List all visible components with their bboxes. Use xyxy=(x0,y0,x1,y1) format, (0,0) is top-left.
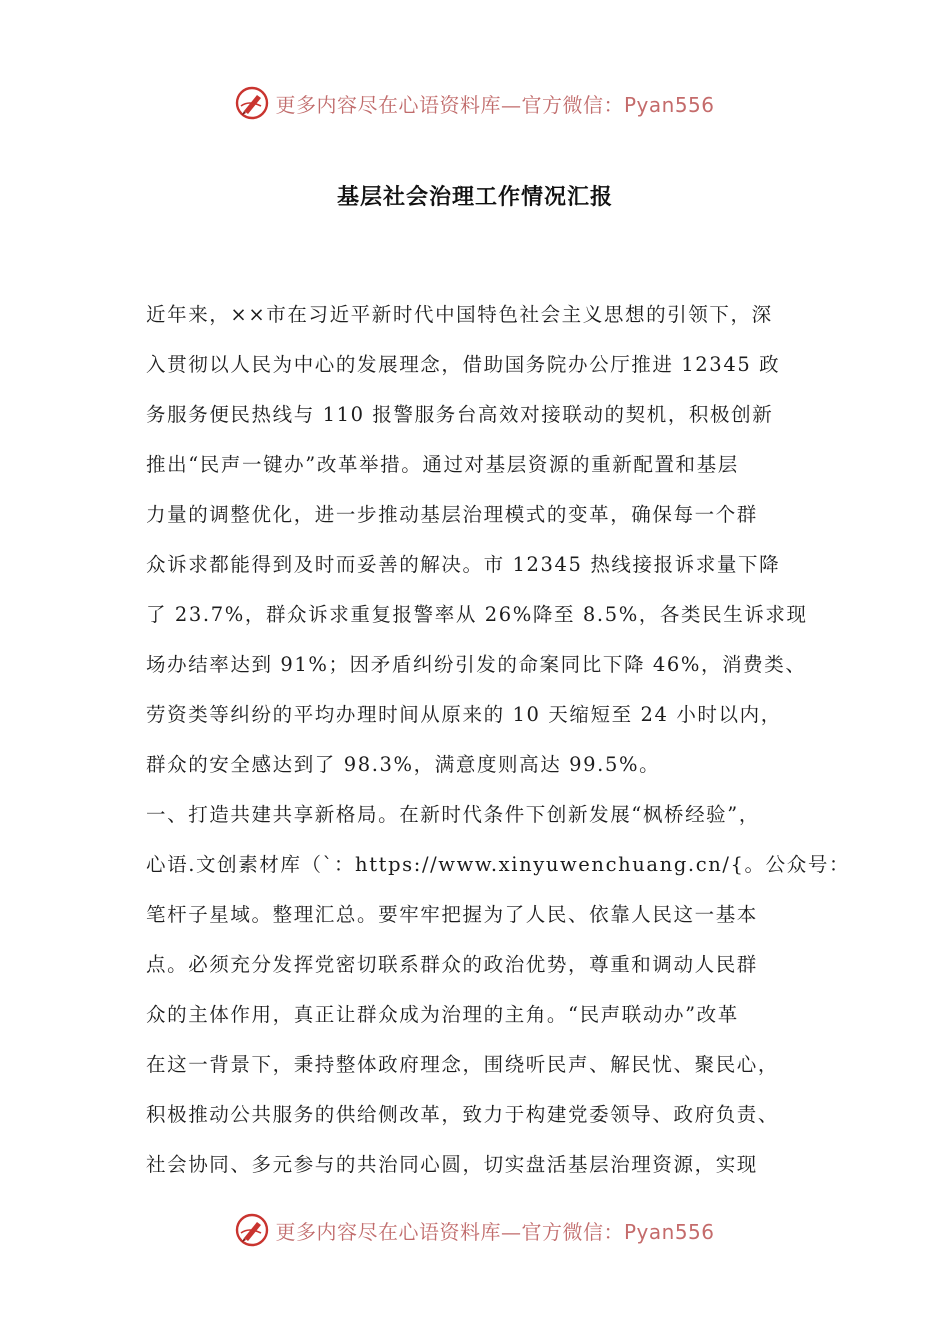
body-line: 劳资类等纠纷的平均办理时间从原来的 10 天缩短至 24 小时以内， xyxy=(146,703,782,726)
banner-text: 更多内容尽在心语资料库—官方微信：Pyan556 xyxy=(275,92,715,117)
body-line: 入贯彻以人民为中心的发展理念，借助国务院办公厅推进 12345 政 xyxy=(146,353,781,376)
body-line: 务服务便民热线与 110 报警服务台高效对接联动的契机，积极创新 xyxy=(146,403,774,426)
body-line: 推出“民声一键办”改革举措。通过对基层资源的重新配置和基层 xyxy=(146,453,739,476)
body-line: 在这一背景下，秉持整体政府理念，围绕听民声、解民忧、聚民心， xyxy=(146,1053,780,1076)
body-line: 笔杆子星域。整理汇总。要牢牢把握为了人民、依靠人民这一基本 xyxy=(146,903,758,926)
pen-logo-icon xyxy=(235,86,269,120)
body-line: 心语.文创素材库（`：https://www.xinyuwenchuang.cn/{。公众号： xyxy=(146,853,851,876)
body-line: 了 23.7%，群众诉求重复报警率从 26%降至 8.5%，各类民生诉求现 xyxy=(146,603,808,626)
header-watermark-banner xyxy=(0,83,950,123)
body-line: 力量的调整优化，进一步推动基层治理模式的变革，确保每一个群 xyxy=(146,503,758,526)
pen-logo-icon xyxy=(235,1213,269,1247)
banner-text: 更多内容尽在心语资料库—官方微信：Pyan556 xyxy=(275,1219,715,1244)
body-line: 场办结率达到 91%；因矛盾纠纷引发的命案同比下降 46%，消费类、 xyxy=(146,653,807,676)
body-line: 社会协同、多元参与的共治同心圆，切实盘活基层治理资源，实现 xyxy=(146,1153,758,1176)
body-line: 近年来，××市在习近平新时代中国特色社会主义思想的引领下，深 xyxy=(146,303,773,326)
document-body xyxy=(146,290,851,1190)
footer-watermark-banner xyxy=(0,1210,950,1250)
body-line: 群众的安全感达到了 98.3%，满意度则高达 99.5%。 xyxy=(146,753,661,776)
body-line: 积极推动公共服务的供给侧改革，致力于构建党委领导、政府负责、 xyxy=(146,1103,780,1126)
body-line: 点。必须充分发挥党密切联系群众的政治优势，尊重和调动人民群 xyxy=(146,953,758,976)
body-line: 众诉求都能得到及时而妥善的解决。市 12345 热线接报诉求量下降 xyxy=(146,553,781,576)
body-line: 一、打造共建共享新格局。在新时代条件下创新发展“枫桥经验”， xyxy=(146,803,760,826)
body-line: 众的主体作用，真正让群众成为治理的主角。“民声联动办”改革 xyxy=(146,1003,739,1026)
wechat-id: Pyan556 xyxy=(623,92,715,117)
document-title: 基层社会治理工作情况汇报 xyxy=(336,184,613,210)
wechat-id: Pyan556 xyxy=(623,1219,715,1244)
